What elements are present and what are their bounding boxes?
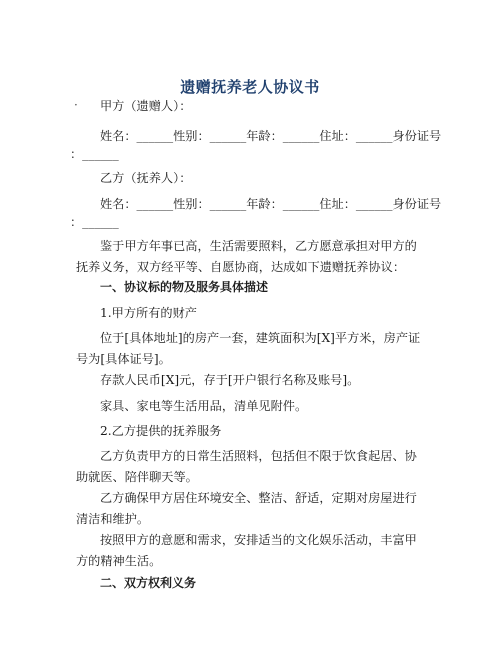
- sub2-paragraph-environment: 乙方确保甲方居住环境安全、整洁、舒适，定期对房屋进行清洁和维护。: [76, 491, 417, 526]
- party-b-fields-line1: 姓名：______性别：______年龄：______住址：______身份证号: [100, 197, 442, 211]
- party-a-fields-line1: 姓名：______性别：______年龄：______住址：______身份证号: [100, 129, 442, 143]
- sub1-paragraph-property: 位于[具体地址]的房产一套，建筑面积为[X]平方米，房产证号为[具体证号]。: [76, 331, 421, 366]
- sub1-paragraph-furniture: 家具、家电等生活用品，清单见附件。: [100, 399, 308, 413]
- sub2-paragraph-daily-care: 乙方负责甲方的日常生活照料，包括但不限于饮食起居、协助就医、陪伴聊天等。: [76, 449, 417, 484]
- party-b-fields-line2: ：______: [70, 215, 119, 229]
- document-title: 遗赠抚养老人协议书: [180, 78, 320, 96]
- section2-heading: 二、双方权利义务: [100, 576, 197, 590]
- section1-heading: 一、协议标的物及服务具体描述: [100, 280, 269, 294]
- bullet-mark: ·: [74, 98, 78, 112]
- party-b-heading: 乙方（抚养人）：: [100, 171, 192, 185]
- party-a-heading: 甲方（遗赠人）：: [100, 99, 192, 113]
- preamble-paragraph: 鉴于甲方年事已高，生活需要照料，乙方愿意承担对甲方的抚养义务，双方经平等、自愿协商，达成如下遗赠抚养协议：: [76, 239, 417, 274]
- sub2-paragraph-recreation: 按照甲方的意愿和需求，安排适当的文化娱乐活动，丰富甲方的精神生活。: [76, 533, 417, 568]
- sub1-paragraph-deposit: 存款人民币[X]元，存于[开户银行名称及账号]。: [100, 373, 360, 387]
- sub1-heading: 1.甲方所有的财产: [100, 306, 197, 320]
- party-a-fields-line2: ：______: [70, 147, 119, 161]
- sub2-heading: 2.乙方提供的抚养服务: [100, 424, 222, 438]
